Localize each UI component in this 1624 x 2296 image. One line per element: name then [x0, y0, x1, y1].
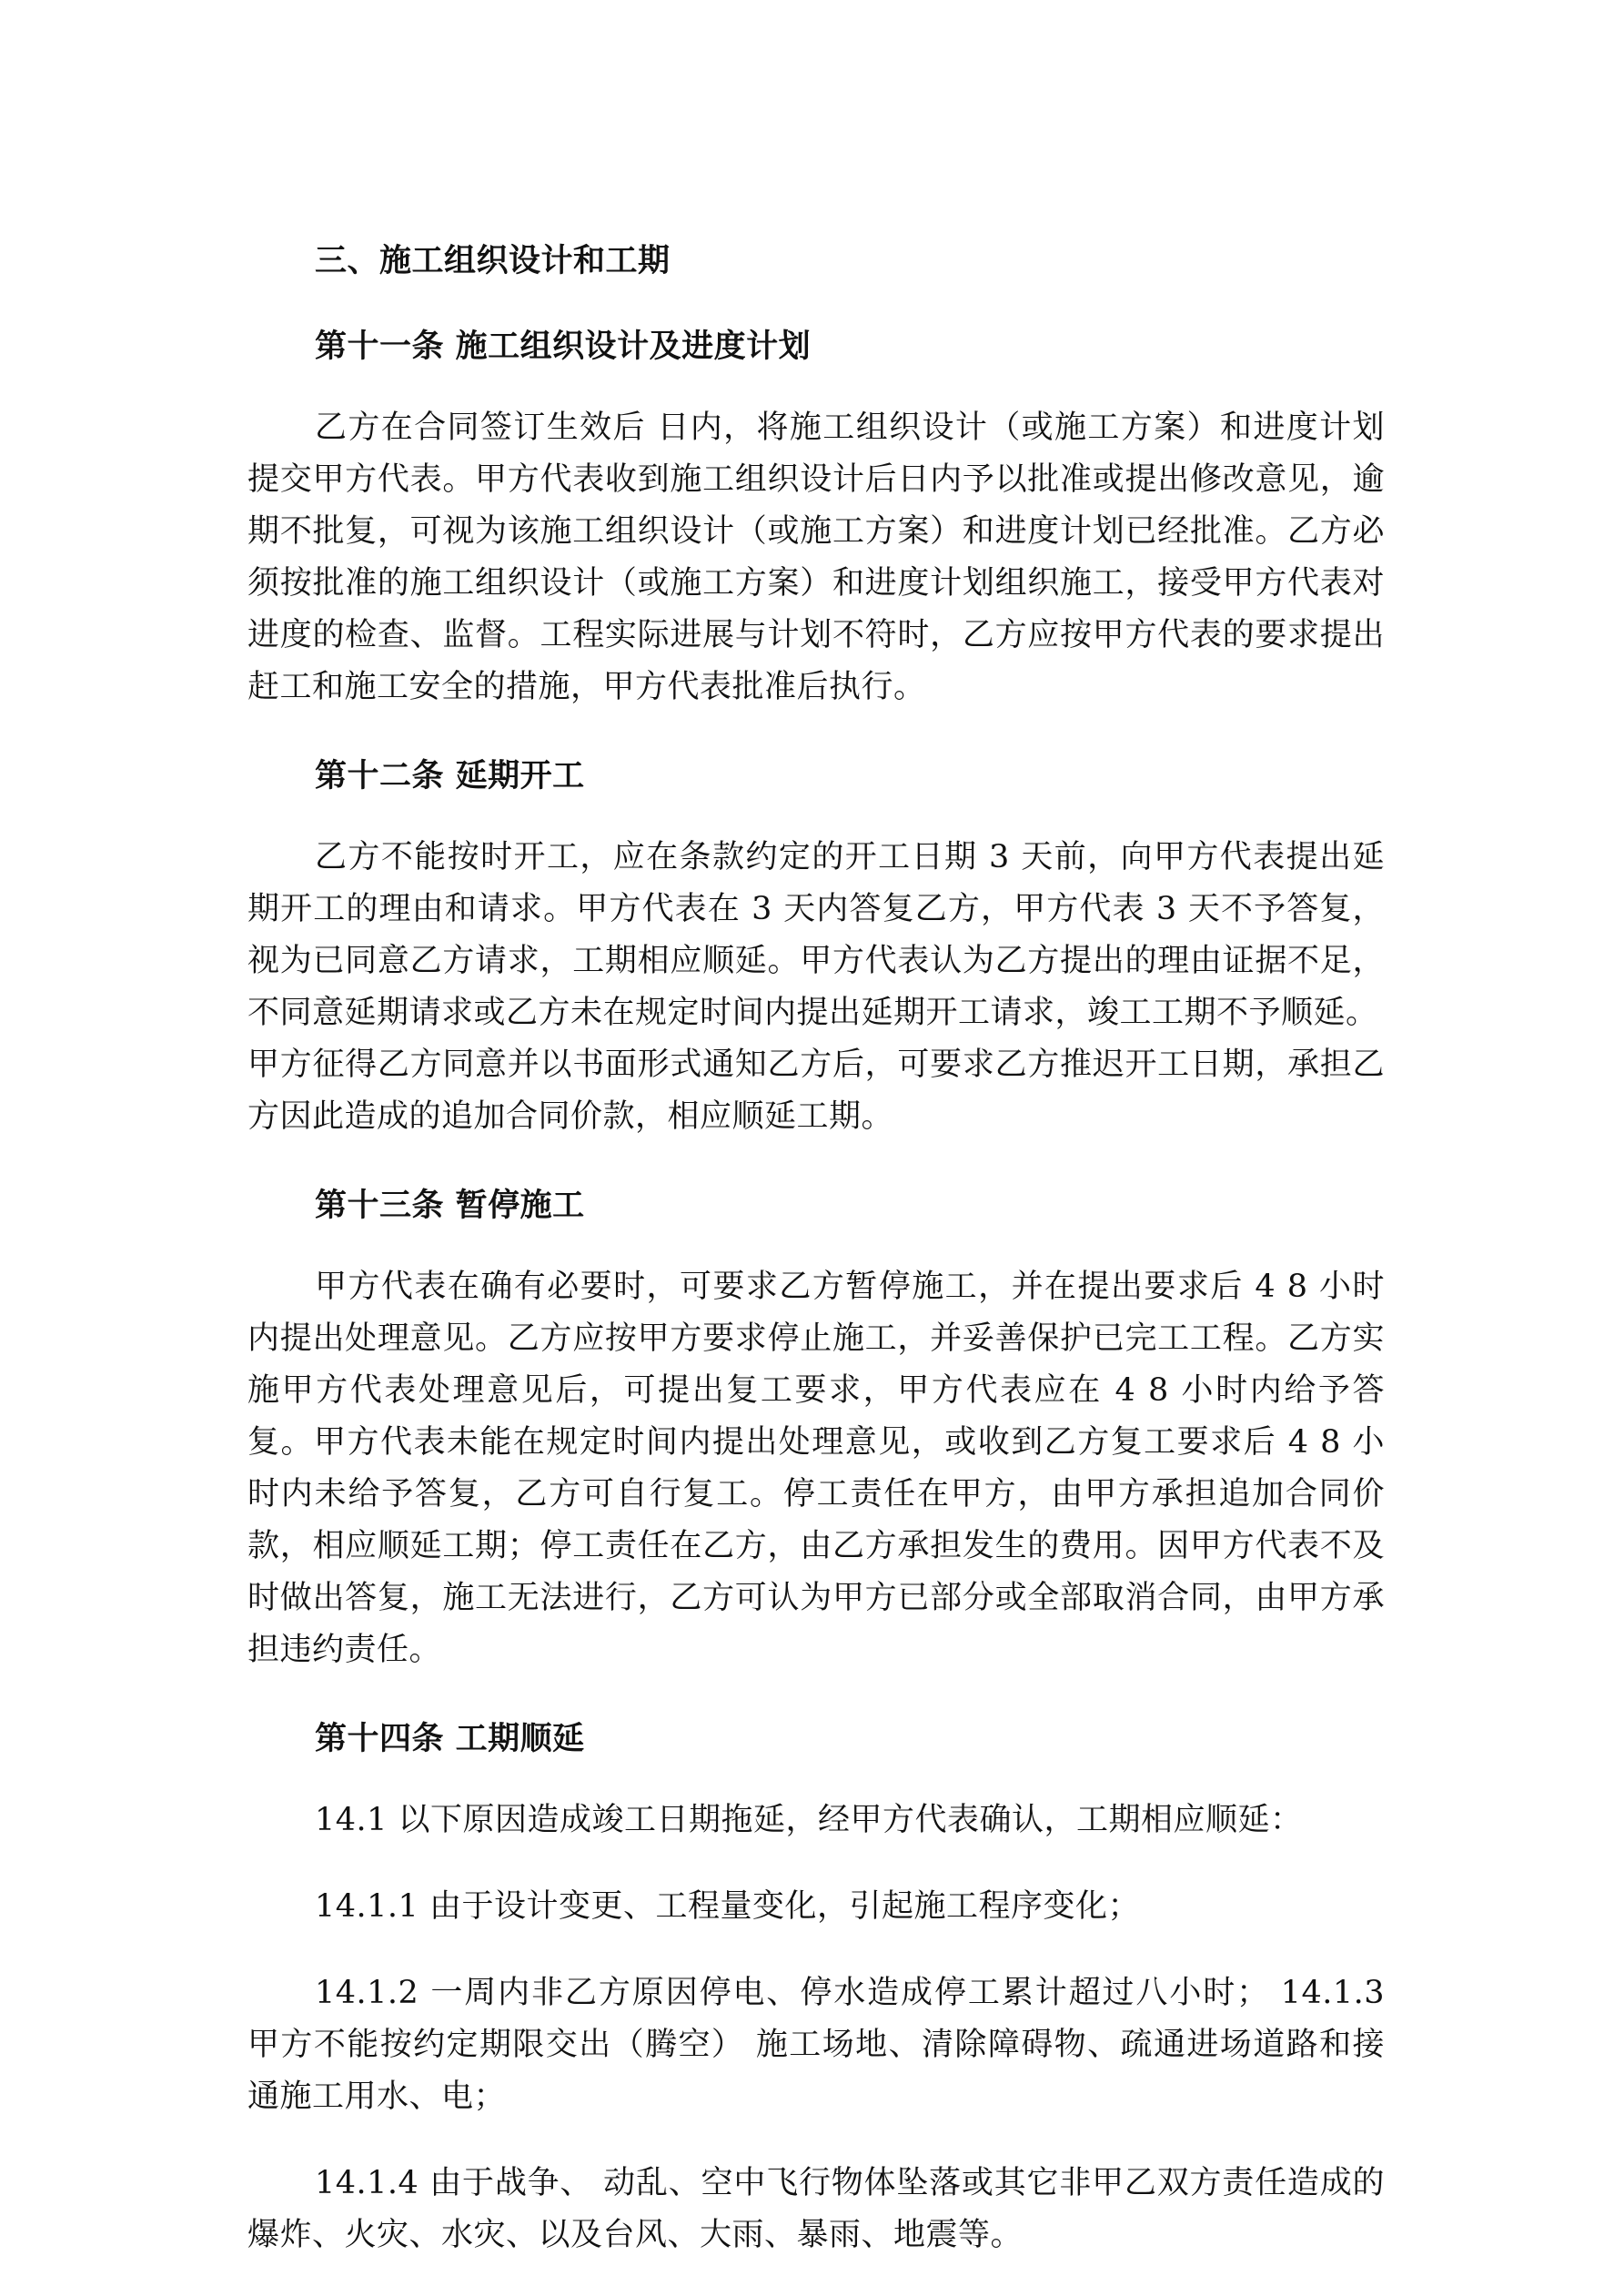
article-13-body: 甲方代表在确有必要时，可要求乙方暂停施工，并在提出要求后 4 8 小时内提出处理意见。乙方应按甲方要求停止施工，并妥善保护已完工工程。乙方实施甲方代表处理意见后，可提出复工要求，甲方代表应在 4 8 小时内给予答复。甲方代表未能在规定时间内提出处理意见，或收到乙方复工要求后 4 8 小时内未给予答复，乙方可自行复工。停工责任在甲方，由甲方承担追加合同价款，相应顺延工期；停工责任在乙方，由乙方承担发生的费用。因甲方代表不及时做出答复，施工无法进行，乙方可认为甲方已部分或全部取消合同，由甲方承担违约责任。	[247, 1269, 1385, 1668]
article-13-title: 第十三条 暂停施工	[315, 1187, 585, 1224]
article-11-title: 第十一条 施工组织设计及进度计划	[315, 328, 812, 365]
article-12-title: 第十二条 延期开工	[315, 757, 585, 794]
item-14-1-4: 14.1.4 由于战争、 动乱、空中飞行物体坠落或其它非甲乙双方责任造成的爆炸、火灾、水灾、以及台风、大雨、暴雨、地震等。	[247, 2165, 1385, 2253]
item-14-1-1: 14.1.1 由于设计变更、工程量变化，引起施工程序变化；	[315, 1888, 1140, 1925]
item-14-1-2: 14.1.2 一周内非乙方原因停电、停水造成停工累计超过八小时； 14.1.3 甲方不能按约定期限交出（腾空） 施工场地、清除障碍物、疏通进场道路和接通施工用水、电；	[247, 1975, 1385, 2115]
document-page	[247, 238, 1385, 2261]
article-12-body-1: 乙方不能按时开工，应在条款约定的开工日期 3 天前，向甲方代表提出延期开工的理由和请求。甲方代表在 3 天内答复乙方，甲方代表 3 天不予答复，视为已同意乙方请求，工期相应顺延。甲方代表认为乙方提出的理由证据不足，不同意延期请求或乙方未在规定时间内提出延期开工请求，竣工工期不予顺延。	[247, 839, 1385, 1031]
item-14-1: 14.1 以下原因造成竣工日期拖延，经甲方代表确认，工期相应顺延：	[315, 1802, 1303, 1838]
article-12-body-2: 甲方征得乙方同意并以书面形式通知乙方后，可要求乙方推迟开工日期，承担乙方因此造成的追加合同价款，相应顺延工期。	[247, 1047, 1385, 1135]
article-11-body: 乙方在合同签订生效后 日内，将施工组织设计（或施工方案）和进度计划提交甲方代表。甲方代表收到施工组织设计后日内予以批准或提出修改意见，逾期不批复，可视为该施工组织设计（或施工方案）和进度计划已经批准。乙方必须按批准的施工组织设计（或施工方案）和进度计划组织施工，接受甲方代表对进度的检查、监督。工程实际进展与计划不符时，乙方应按甲方代表的要求提出赶工和施工安全的措施，甲方代表批准后执行。	[247, 410, 1385, 705]
article-14-title: 第十四条 工期顺延	[315, 1720, 585, 1757]
section-title: 三、施工组织设计和工期	[315, 242, 671, 279]
